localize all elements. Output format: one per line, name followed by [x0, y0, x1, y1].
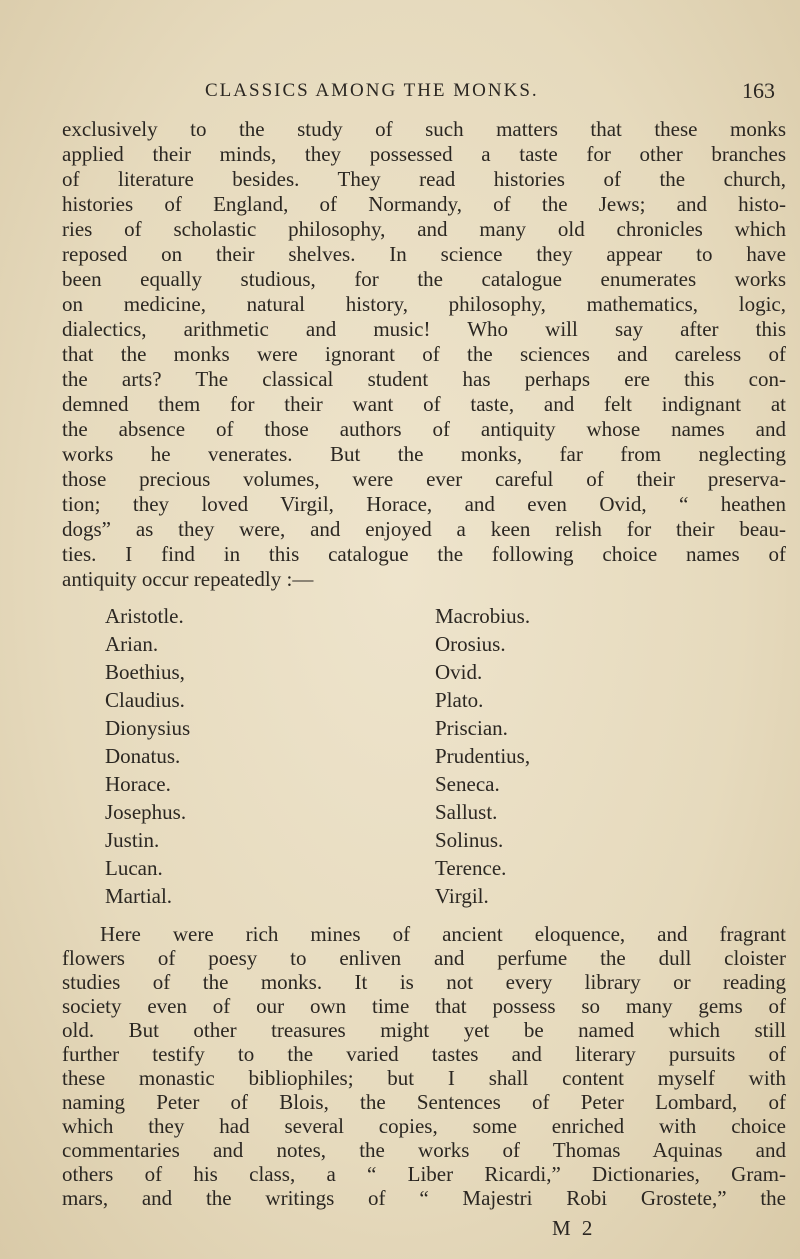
text-line: demned them for their want of taste, and felt indignant at [62, 392, 786, 416]
author-name: Virgil. [435, 884, 489, 908]
text-line: these monastic bibliophiles; but I shall content myself with [62, 1066, 786, 1090]
text-line: exclusively to the study of such matters that these monks [62, 117, 786, 141]
author-name: Lucan. [105, 856, 163, 880]
name-row [105, 602, 705, 630]
paragraph-1 [62, 117, 786, 592]
text-line: ties. I find in this catalogue the following choice names of [62, 542, 786, 566]
author-name: Donatus. [105, 744, 181, 768]
text-line: old. But other treasures might yet be named which still [62, 1018, 786, 1042]
text-line: others of his class, a “ Liber Ricardi,” Dictionaries, Gram- [62, 1162, 786, 1186]
text-line: Here were rich mines of ancient eloquence, and fragrant [100, 922, 786, 946]
text-line: flowers of poesy to enliven and perfume the dull cloister [62, 946, 786, 970]
author-name: Solinus. [435, 828, 504, 852]
author-name: Aristotle. [105, 604, 184, 628]
text-line: ries of scholastic philosophy, and many old chronicles which [62, 217, 786, 241]
text-line: been equally studious, for the catalogue enumerates works [62, 267, 786, 291]
name-row [105, 798, 705, 826]
text-line: the absence of those authors of antiquity whose names and [62, 417, 786, 441]
running-header [0, 80, 800, 110]
text-line: naming Peter of Blois, the Sentences of Peter Lombard, of [62, 1090, 786, 1114]
author-name: Horace. [105, 772, 171, 796]
name-row [105, 770, 705, 798]
name-row [105, 854, 705, 882]
text-line: those precious volumes, were ever careful of their preserva- [62, 467, 786, 491]
author-name: Prudentius, [435, 744, 531, 768]
text-line: which they had several copies, some enriched with choice [62, 1114, 786, 1138]
text-line: that the monks were ignorant of the sciences and careless of [62, 342, 786, 366]
author-name-list [105, 602, 705, 910]
text-line: of literature besides. They read histories of the church, [62, 167, 786, 191]
author-name: Terence. [435, 856, 507, 880]
author-name: Orosius. [435, 632, 506, 656]
running-title: CLASSICS AMONG THE MONKS. [205, 80, 539, 101]
text-line: tion; they loved Virgil, Horace, and even Ovid, “ heathen [62, 492, 786, 516]
name-row [105, 882, 705, 910]
text-line: further testify to the varied tastes and literary pursuits of [62, 1042, 786, 1066]
text-line: studies of the monks. It is not every library or reading [62, 970, 786, 994]
text-line: the arts? The classical student has perhaps ere this con- [62, 367, 786, 391]
author-name: Macrobius. [435, 604, 531, 628]
name-row [105, 686, 705, 714]
author-name: Priscian. [435, 716, 508, 740]
author-name: Martial. [105, 884, 173, 908]
signature-mark: M 2 [552, 1216, 596, 1240]
author-name: Claudius. [105, 688, 185, 712]
paragraph-2 [62, 922, 786, 1210]
author-name: Sallust. [435, 800, 498, 824]
author-name: Plato. [435, 688, 484, 712]
text-line: applied their minds, they possessed a taste for other branches [62, 142, 786, 166]
text-line: on medicine, natural history, philosophy, mathematics, logic, [62, 292, 786, 316]
text-line: society even of our own time that possess so many gems of [62, 994, 786, 1018]
text-line: dialectics, arithmetic and music! Who will say after this [62, 317, 786, 341]
author-name: Justin. [105, 828, 160, 852]
author-name: Seneca. [435, 772, 500, 796]
name-row [105, 742, 705, 770]
name-row [105, 714, 705, 742]
text-line: antiquity occur repeatedly :— [62, 567, 314, 591]
text-line: works he venerates. But the monks, far from neglecting [62, 442, 786, 466]
author-name: Josephus. [105, 800, 187, 824]
text-line: mars, and the writings of “ Majestri Robi Grostete,” the [62, 1186, 786, 1210]
name-row [105, 826, 705, 854]
text-line: histories of England, of Normandy, of the Jews; and histo- [62, 192, 786, 216]
author-name: Arian. [105, 632, 159, 656]
text-line: commentaries and notes, the works of Thomas Aquinas and [62, 1138, 786, 1162]
text-line: dogs” as they were, and enjoyed a keen relish for their beau- [62, 517, 786, 541]
author-name: Boethius, [105, 660, 185, 684]
text-line: reposed on their shelves. In science they appear to have [62, 242, 786, 266]
name-row [105, 658, 705, 686]
page-number: 163 [742, 78, 775, 103]
author-name: Ovid. [435, 660, 483, 684]
author-name: Dionysius [105, 716, 191, 740]
name-row [105, 630, 705, 658]
